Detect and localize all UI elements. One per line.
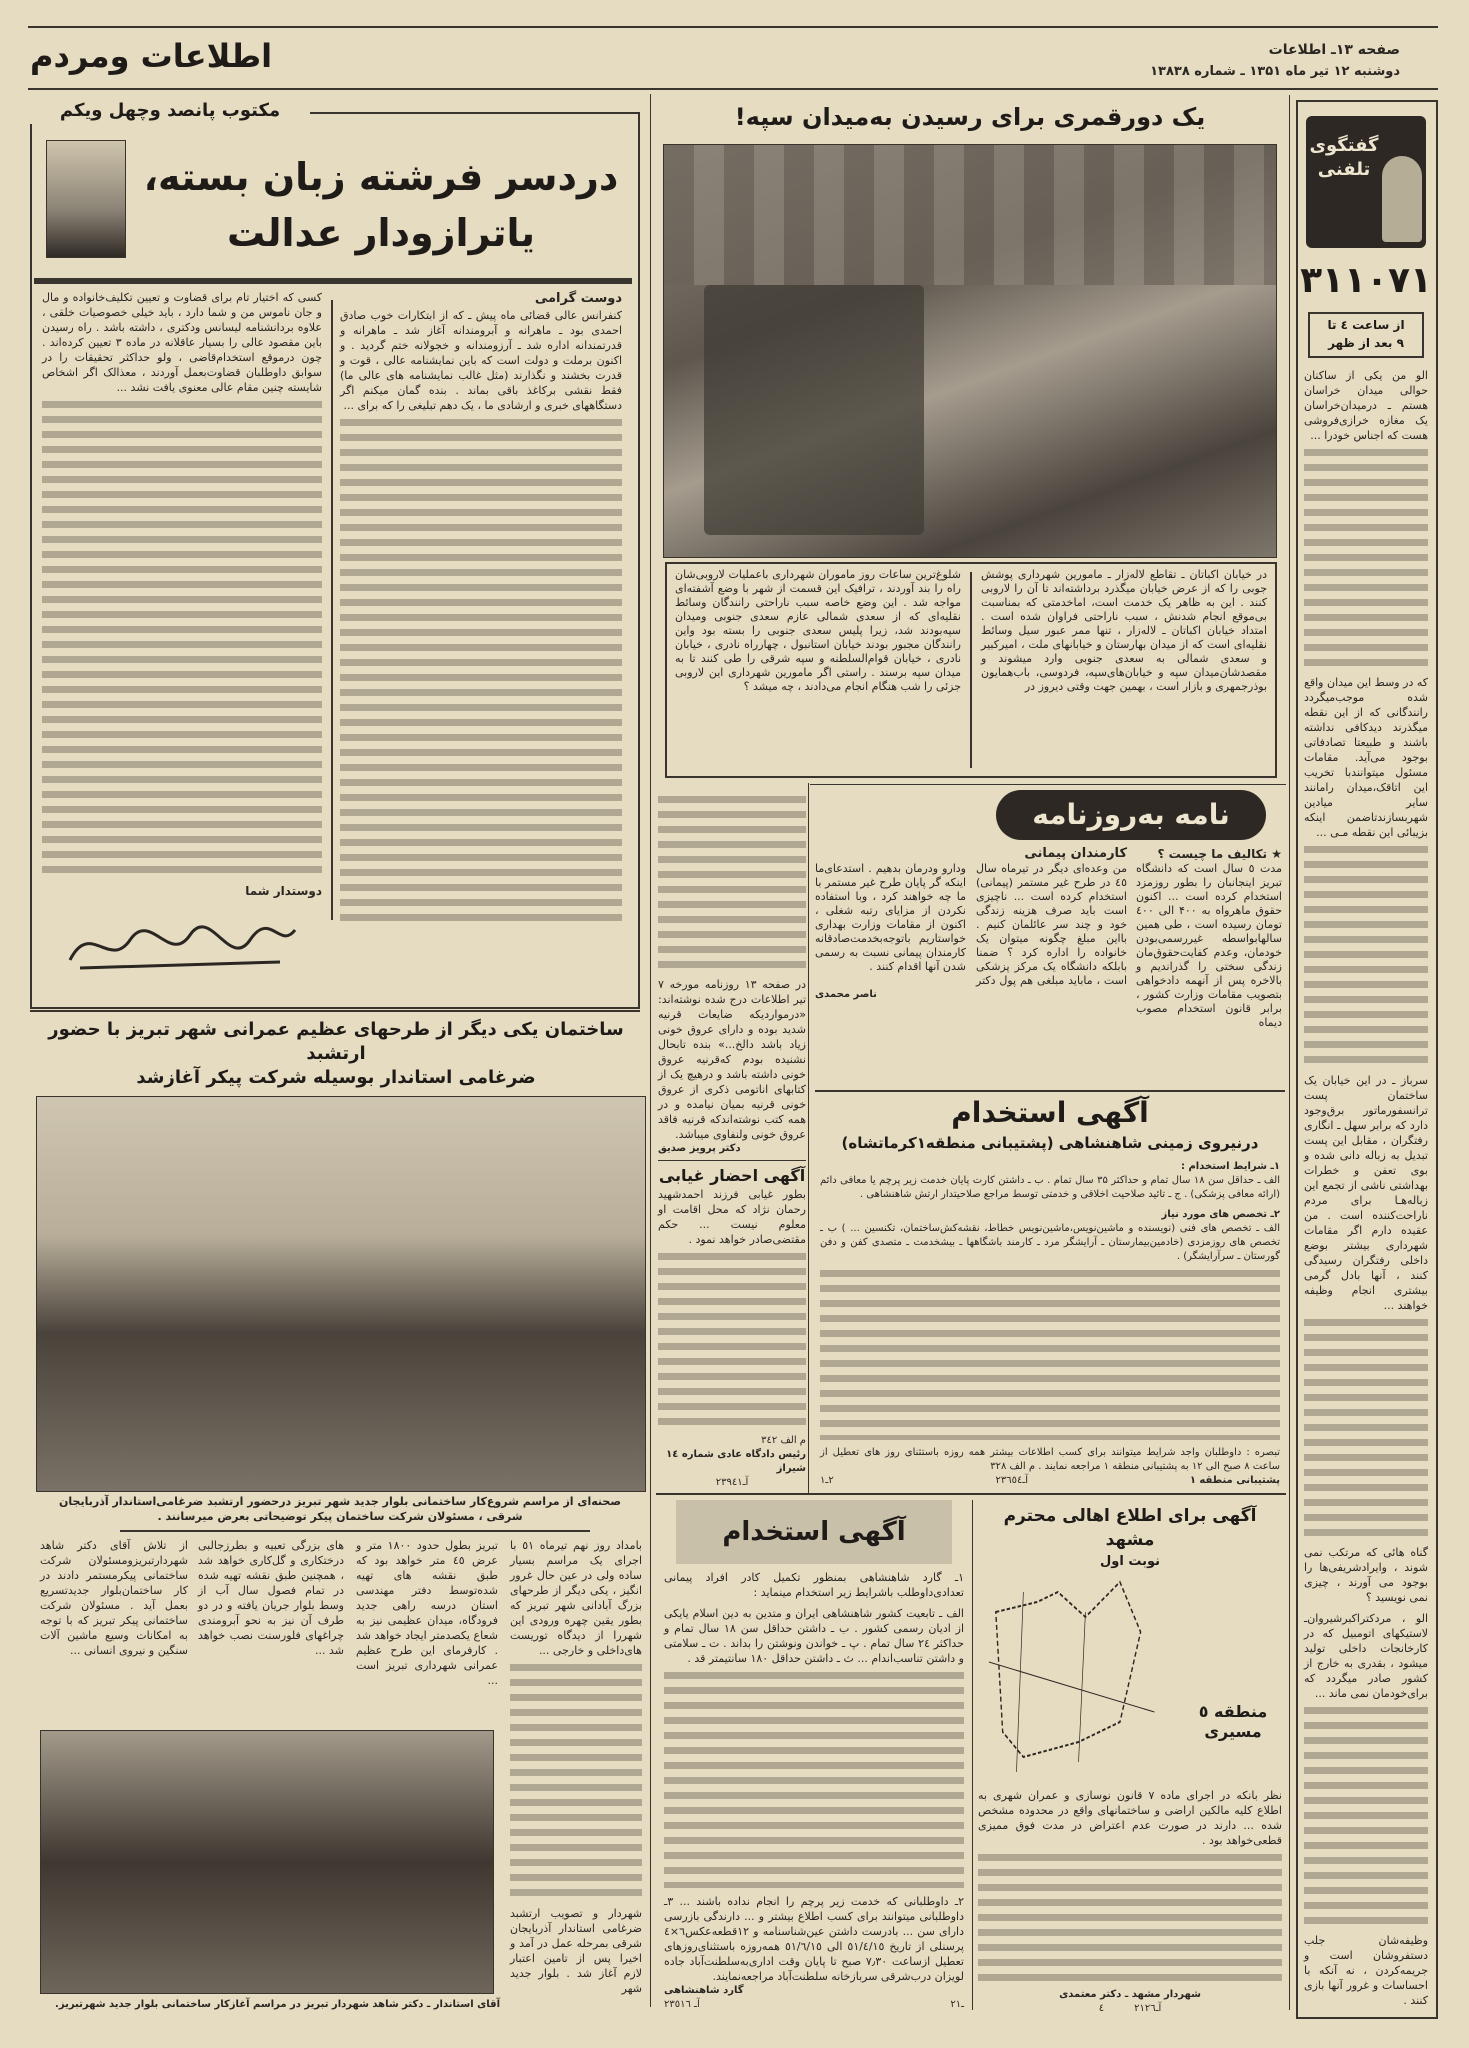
- mashhad-ad-subtitle: نوبت اول: [1099, 1554, 1161, 1569]
- mashhad-signer: شهردار مشهد ـ دکتر معتمدی: [1059, 1989, 1201, 2000]
- ad-code: ٤: [1098, 2003, 1105, 2014]
- text-block: [510, 1664, 642, 1900]
- ad-code: آـ ۲۳٥١٦: [664, 1999, 700, 2010]
- district-map: [982, 1572, 1182, 1782]
- letter-signer: دکتر پرویز صدیق: [658, 1143, 741, 1154]
- phone-item: سرباز ـ در این خیابان یک ساختمان پست ترانسفورماتور برق‌وجود دارد که برابر سهل ـ انگاری رفتگران ، مقابل این پست تبدیل به زباله دانی شده و بوی تعفن و خطرات بهداشتی ناشی از تجمع این زباله‌هـا برای مردم ناراحت‌کننده است . من عقیده دارم اگر مقامات شهرداری بیشتر بوضع داخلی رفتگران رسیدگی کنند ، آنها بادل گرمی بیشتری انجام وظیفه خواهند ...: [1304, 1073, 1428, 1312]
- signature: [60, 910, 300, 980]
- army-section-heading: ۱ـ شرایط استخدام :: [1181, 1161, 1280, 1172]
- army-section-text: الف ـ حداقل سن ۱۸ سال تمام و حداکثر ۳۵ سال تمام . ب ـ داشتن کارت پایان خدمت زیر پرچم یا معافی دائم (ارائه معافی پزشکی) . ج ـ تائید صلاحیت اخلاقی و خدمتی توسط مراجع صلاحیتدار ارتش شاهنشاهی .: [820, 1175, 1281, 1200]
- absentee-ref: م الف ۳٤۲: [761, 1435, 806, 1446]
- text-block: [658, 1253, 806, 1428]
- hours-line: ۹ بعد از ظهر: [1328, 336, 1404, 350]
- ad-code: آـ۲۳٦٥٤: [995, 1475, 1029, 1486]
- map-label: منطقه ٥ مسیری: [1198, 1702, 1268, 1741]
- guard-ad-title: آگهی استخدام: [722, 1517, 906, 1547]
- guard-ad-text: الف ـ تابعیت کشور شاهنشاهی ایران و متدین به دین اسلام یایکی از ادیان رسمی کشور . ب ـ داشتن حداقل سن ۱۸ سال تمام و حداکثر ۲٤ سال تمام . پ ـ خواندن ونوشتن را بداند . ت ـ سلامتی و داشتن تناسب‌اندام ... ث ـ داشتن حداقل ۱۸۰ سانتیمتر قد .: [664, 1607, 964, 1665]
- phone-caller-icon: [1382, 156, 1422, 242]
- guard-ad-text: ۱ـ گارد شاهنشاهی بمنظور تکمیل کادر افراد پیمانی تعدادی‌داوطلب باشرایط زیر استخدام مینماید :: [664, 1571, 964, 1599]
- mashhad-ad-title: آگهی برای اطلاع اهالی محترم مشهد: [1003, 1506, 1257, 1550]
- phone-item: گناه هائی که مرتکب نمی شوند ، وایرادشریفی‌ها را بوجود می آورند ، چیزی نمی نویسید ؟: [1304, 1545, 1428, 1604]
- officials-photo: [40, 1730, 494, 1994]
- letter-title: ★ تکالیف ما چیست ؟: [1157, 847, 1282, 861]
- text-block: [340, 419, 622, 924]
- absentee-text: بطور غیابی فرزند احمدشهید رحمان نژاد که محل اقامت او معلوم نیست ... حکم مقتضی‌صادر خواهد نمود .: [658, 1188, 806, 1246]
- text-block: [664, 1672, 964, 1888]
- hours-line: از ساعت ٤ تا: [1327, 318, 1405, 332]
- issue-date: دوشنبه ۱۲ تیر ماه ۱۳۵۱ ـ شماره ۱۳۸۳۸: [1150, 64, 1400, 79]
- guard-ad-banner: [676, 1500, 952, 1564]
- phone-column: [1296, 100, 1438, 2019]
- bottom-photo-caption: آقای استاندار ـ دکتر شاهد شهردار تبریز در مراسم آغازکار ساختمانی بلوار جدید شهرتبریز.: [55, 1999, 500, 2010]
- photo-caption: صحنه‌ای از مراسم شروع‌کار ساختمانی بلوار جدید شهر تبریز درحضور ارتشبد ضرغامی‌استاندار آذربایجان شرقی ، مسئولان شرکت ساختمان پیکر توضیحاتی بعرض میرسانند .: [59, 1495, 621, 1523]
- absentee-title: آگهی احضار غیابی: [658, 1166, 806, 1185]
- letters-banner: نامه به‌روزنامه: [996, 790, 1266, 840]
- header-top-rule: [28, 26, 1438, 28]
- text-block: [658, 796, 806, 971]
- text-block: [42, 401, 322, 876]
- column-divider: [650, 94, 651, 2007]
- ad-code: ۲ـ۱: [950, 1999, 964, 2010]
- ceremony-photo: [36, 1096, 646, 1492]
- tabriz-col: های بزرگی تعبیه و بطرزجالبی درختکاری و گل‌کاری خواهد شد ، همچنین طبق نقشه تهیه شده در تمام فصول سال آب از وسط بلوار جریان یافته و در دو طرف آن نیز به نحو آبرومندی چراغهای فلورسنت نصب خواهد شد ...: [198, 1539, 344, 1657]
- tabriz-headline: ساختمان یکی دیگر از طرحهای عظیم عمرانی شهر تبریز با حضور ارتشبد: [48, 1019, 624, 1064]
- text-block: [820, 1270, 1280, 1440]
- street-photo: [663, 144, 1277, 558]
- mashhad-ad-text: نظر بانکه در اجرای ماده ۷ قانون نوسازی و عمران شهری به اطلاع کلیه مالکین اراضی و ساختمانهای واقع در محدوده مشخص شده ... دارند در صورت عدم اعتراض در مدت فوق ممیزی قطعی‌خواهد بود .: [978, 1789, 1282, 1847]
- section-masthead: اطلاعات ومردم: [30, 37, 273, 75]
- ad-code: آـ۲۱۲٦: [1134, 2003, 1162, 2014]
- letter-closing: دوستدار شما: [245, 884, 322, 898]
- ad-code: آـ۲۳۹٤۱: [715, 1477, 749, 1488]
- army-section-text: الف ـ تخصص های فنی (نویسنده و ماشین‌نویس،ماشین‌نویس خطاط، نقشه‌کش‌ساختمان، تکنسین ... ) ب ـ تخصص های روزمزدی (خادمین‌بیمارستان ـ آرایشگر مرد ـ کارمند باشگاهها ـ بیشخدمت ـ متصدی کفن و دفن گورستان ـ سرآرایشگر) .: [820, 1223, 1280, 1262]
- letter-title: کارمندان پیمانی: [1024, 846, 1127, 861]
- text-block: [1304, 449, 1428, 669]
- letter-text: مدت ٥ سال است که دانشگاه تبریز اینجانبان را بطور روزمزد استخدام کرده است ... اکنون حقوق ماهرواه به ۴۰۰ الی ٤٠٠ تومان رسیده است ، طی همین سالهابواسطه غیررسمی‌بودن خودمان، وعدم کفایت‌حقوق‌مان زندگی سختی را گذراندیم و بالاخره پس از آنهمه دادخواهی بتصویب مقامات وزارت کشور ، برابر قانون استخدام مصوب دیماه: [1136, 862, 1282, 1029]
- ad-code: ۲ـ۱: [820, 1475, 834, 1486]
- hours-box: [1308, 312, 1424, 358]
- letter-headline: دردسر فرشته زبان بسته،: [143, 155, 619, 199]
- tabriz-side-col: شهردار و تصویب ارتشبد ضرغامی استاندار آذربایجان شرقی بمرحله عمل در آمد و اخیرا پس از تامین اعتبار لازم آغاز شد . بلوار جدید شهر: [510, 1907, 642, 1995]
- text-block: [1304, 1319, 1428, 1539]
- army-ad-title: آگهی استخدام: [951, 1096, 1149, 1129]
- letter-col-left: کسی که اختیار تام برای قضاوت و تعیین تکلیف‌خانواده و مال و جان ناموس من و شما دارد ، باید خیلی خصوصیات خلقی ، علاوه بردانشنامه لیسانس ودکتری ، داشته باشد . راه رسیدن باین مقصود عالی را بسیار عاقلانه در ماده ۳ تعیین کرده‌اند . چون درموقع استخدام‌قاضی ، ولو حداکثر تحقیقات را در سوابق داوطلبان قضاوت‌بعمل آوردند ، معذالک اگر اشخاص شایسته چنین مقام عالی معنوی یافت نشد ...: [42, 291, 323, 394]
- author-portrait: [46, 140, 126, 258]
- phone-item: وظیفه‌شان جلب دستفروشان است و جریمه‌کردن ، نه آنکه با احساسات و غرور آنها بازی کنند .: [1304, 1934, 1428, 2007]
- letter-signer: ناصر محمدی: [815, 989, 877, 1000]
- army-ad-subtitle: درنیروی زمینی شاهنشاهی (پشتیبانی منطقه۱کرماتشاه): [841, 1134, 1259, 1152]
- tabriz-col: از تلاش آقای دکتر شاهد شهردارتبریزومسئولان شرکت ساختمانی پیکرمستمر دادند در کار ساختمان‌بلوار جدیدتسریع بعمل آید . مسئولان شرکت ساختمانی پیکر تبریز که با توجه به امکانات وسیع ماشین آلات سنگین و نیروی انسانی ...: [40, 1539, 188, 1657]
- text-block: [978, 1854, 1282, 1982]
- letter-kicker: مکتوب پانصد وچهل ویکم: [30, 98, 310, 124]
- text-block: [1304, 1707, 1428, 1927]
- letter-text: من وعده‌ای دیگر در تیرماه سال ٤٥ در طرح غیر مستمر (پیمانی) استخدام کرده است ... ناچیزی است باید صرف هزینه زندگی خود و چند سر عائلمان کنیم . بااین مبلغ چگونه میتوان یک خانواده را اداره کرد ؟ ضمنا بابلکه دانشگاه یک مرکز پزشکی است ، ماباید مبلغی هم پول دکتر ودارو ودرمان بدهیم . استدعای‌ما اینکه گر پایان طرح غیر مستمر با ما چه خواهند کرد ، وبا استفاده نکردن از مزایای رتبه شغلی ، اکنون از مقامات وزارت بهداری خواستاریم باتوجه‌بخدمت‌صادقانه کارمندان پیمانی نسبت به رسمی شدن آنها اقدام کنند .: [815, 862, 1127, 987]
- caption-right: در خیابان اکباتان ـ تقاطع لاله‌زار ـ مامورین شهرداری پوشش جوبی را که از عرض خیابان میگذرد برداشته‌اند تا آن را لاروبی کنند . این به ظاهر یک خدمت است، اماخدمتی که بمناسبت بی‌موقع انجام شدنش ، سبب ناراحتی فراوان شده است . امتداد خیابان اکباتان ـ لاله‌زار ، تنها ممر عبور سیل وسائط نقلیه‌ای است که از میدان بهارستان و خیابانهای ملت ، امیرکبیر و سعدی شمالی به سعدی جنوبی وارد میشوند و مقصدشان‌میدان سپه و خیابان‌های‌سپه، فردوسی، باب‌همایون بوذرجمهری و بازار است ، بهمین جهت وقتی دیروز در: [981, 568, 1267, 693]
- phone-item: که در وسط این میدان واقع شده موجب‌میگردد رانندگانی که از این نقطه میگذرند دیدکافی نداشته باشند و طبیعتا تصادفاتی بوجود می‌آید. مقامات مسئول میتوانندبا تخریب این اتاقک،میدان رامانند سایر میادین شهربسازندتاضمن اینکه بزیبائی این نقطه مـی ...: [1304, 676, 1428, 840]
- thick-rule: [34, 278, 632, 284]
- tabriz-col: تبریز بطول حدود ۱۸۰۰ متر و عرض ٤٥ متر خواهد بود که طبق نقشه های تهیه شده‌توسط دفتر مهندسی استان درسه راهی جدید فرودگاه، میدان عظیمی نیز به شعاع یکصدمتر ایجاد خواهد شد . کارفرمای این طرح عظیم عمرانی شهرداری تبریز است ...: [356, 1539, 498, 1687]
- header-bottom-rule: [28, 88, 1438, 90]
- letter-headline: یاترازودار عدالت: [226, 211, 536, 255]
- page-number: صفحه ۱۳ـ اطلاعات: [1268, 42, 1400, 58]
- caption-left: شلوغ‌ترین ساعات روز ماموران شهرداری باعملیات لاروبی‌شان راه را بند آوردند ، ترافیک این قسمت از شهر با وضع آشفته‌ای مواجه شد . این وضع خاصه سبب ناراحتی رانندگان وسائط نقلیه‌ای که از سعدی شمالی عازم سعدی جنوبی ومیدان سپه‌بودند شد، زیرا پلیس سعدی جنوبی را بسته بود واین رانندگان مجبور بودند خیابان استانبول ، چهارراه نادری ، خیابان نادری ، خیابان قوام‌السلطنه و سپه شرقی را طی کنند تا به میدان سپه برسند . راستی اگر مامورین شهرداری این لاروبی جزئی را شب هنگام انجام می‌دادند ، چه میشد ؟: [675, 568, 961, 693]
- phone-banner-title: گفتگوی تلفنی: [1309, 135, 1379, 180]
- army-signer: پشتیبانی منطقه ۱: [1189, 1475, 1280, 1486]
- phone-banner: [1306, 116, 1426, 248]
- salutation: دوست گرامی: [534, 291, 622, 306]
- phone-item: الو من یکی از ساکنان حوالی میدان خراسان هستم ـ درمیدان‌خراسان یک مغازه خرازی‌فروشی هست که اجناس خودرا ...: [1304, 369, 1428, 442]
- column-divider: [1289, 95, 1290, 2010]
- letter-text: در صفحه ۱۳ روزنامه مورخه ۷ تیر اطلاعات درج شده نوشته‌اند: «درمواردیکه ضایعات قرنیه شدید بوده و دارای عروق خونی زیاد باشد دالخ...» بنده تابحال نشنیده بودم که‌قرنیه عروق خونی داشته باشد و درهیچ یک از کتابهای اناتومی ذکری از عروق خونی قرنیه بمیان نیامده و در همه کتب نوشته‌اندکه قرنیه فاقد عروق خونی ولنفاوی میباشد.: [658, 978, 806, 1141]
- article-headline: یک دورقمری برای رسیدن به‌میدان سپه!: [734, 103, 1206, 131]
- text-block: [1304, 846, 1428, 1066]
- guard-ad-text: ۲ـ داوطلبانی که خدمت زیر پرچم را انجام نداده باشند ... ۳ـ داوطلبانی میتوانند برای کسب اطلاع بیشتر و ... دارندگی بازرسی دارای سن ... بادرست داشتن عین‌شناسنامه و ۱۲قطعه‌عکس٦×٤ پرسنلی از تاریخ ٥١/٤/١٥ الی ٥١/٦/١٥ همه‌روزه باستثنای‌روزهای تعطیل ازساعت ۷٫۳۰ صبح تا پایان وقت اداری‌به‌سلطنت‌آباد جاده لویزان درب‌شرقی سربازخانه سلطنت‌آباد مراجعه‌نمایند.: [664, 1895, 964, 1983]
- tabriz-headline: ضرغامی استاندار بوسیله شرکت پیکر آغازشد: [136, 1067, 536, 1088]
- army-section-heading: ۲ـ تخصص های مورد نیاز: [1161, 1209, 1280, 1220]
- phone-number: ۳۱۱۰۷۱: [1300, 260, 1432, 301]
- phone-item: الو ، مردکتراکبرشیروان‌ـ لاستیکهای اتومبیل که در کارخانجات داخلی تولید میشود ، بقدری به خارج از کشور صادر میگردد که برای‌خودمان نمی ماند ...: [1304, 1611, 1428, 1700]
- absentee-signer: رئیس دادگاه عادی شماره ۱٤ شیراز: [666, 1449, 806, 1474]
- letter-col-right: کنفرانس عالی قضائی ماه پیش ـ که از ابتکارات خوب صادق احمدی بود ـ ماهرانه و آبرومندانه آغاز شد ـ ماهرانه و قدرتمندانه اداره شد ـ آرزومندانه و خجولانه ختم گردید . و اکنون برملت و دولت است که باین نمایشنامه عالی ، قوت و قدرت بخشند و نگذارند (مثل غالب نمایشنامه های عالی ما) فقط نقشی برکاغذ باقی بماند . بنده گمان میکنم اگر دستگاههای خبری و ارشادی ما ، یک دهم تبلیغی را که برای ...: [340, 309, 622, 412]
- tabriz-col: بامداد روز نهم تیرماه ٥١ با اجرای یک مراسم بسیار ساده ولی در عین حال غرور انگیز ، یکی دیگر از طرحهای بزرگ آبادانی شهر تبریز که بطور یقین چهره ورودی این شهررا از دیدگاه توریست های‌داخلی و خارجی ...: [510, 1539, 642, 1657]
- army-note: تبصره : داوطلبان واجد شرایط میتوانند برای کسب اطلاعات بیشتر همه روزه باستثنای روز های تعطیل از ساعت ۸ صبح الی ۱۲ به پشتیبانی منطقه ۱ مراجعه نمایند . م الف ۳۲۸: [820, 1447, 1280, 1472]
- photo-caption-box: [665, 562, 1277, 778]
- guard-signer: گارد شاهنشاهی: [664, 1985, 744, 1996]
